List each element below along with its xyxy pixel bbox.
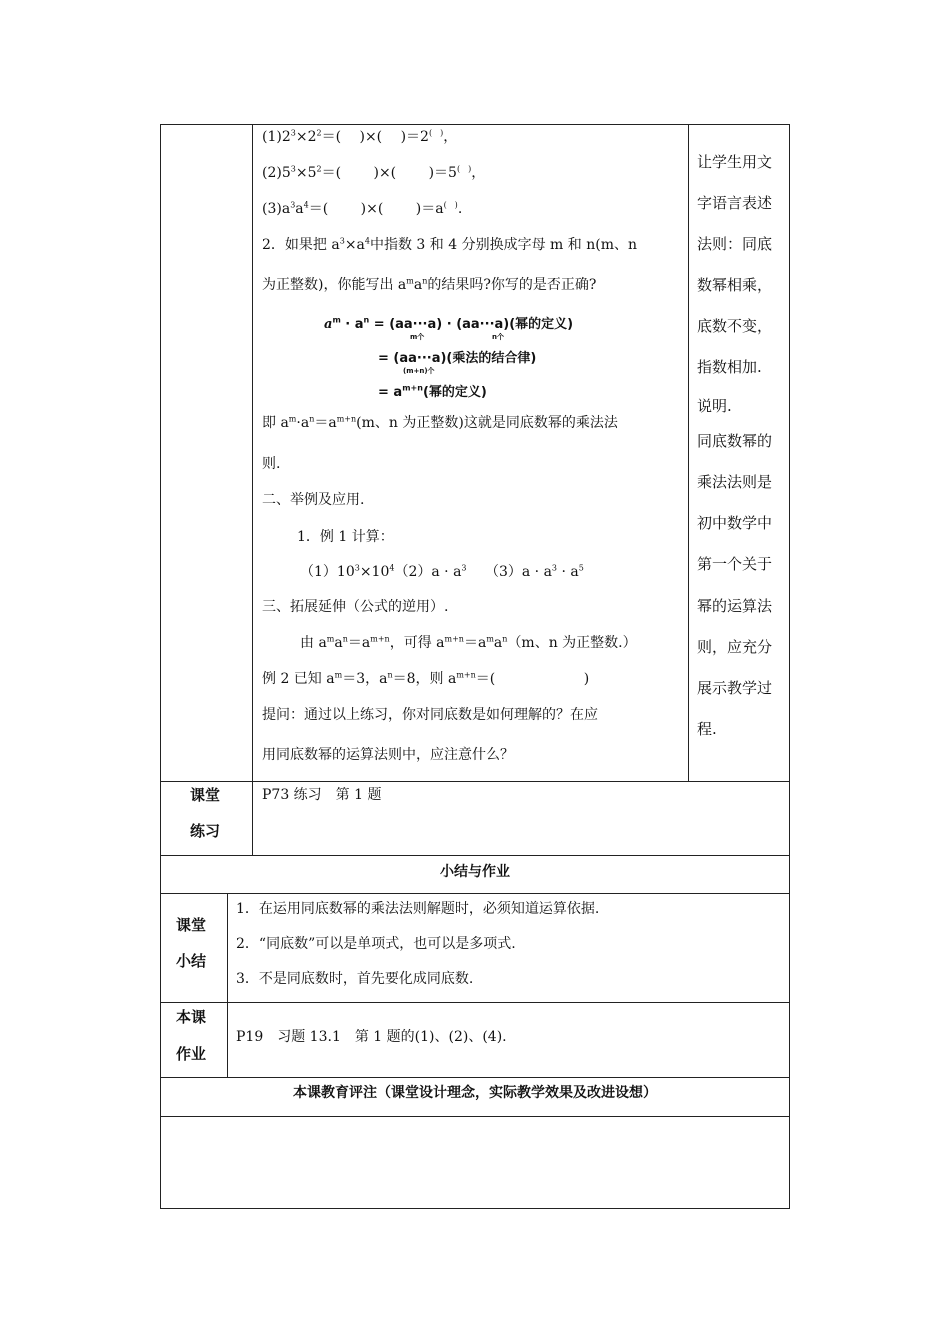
note-line: 底数不变， — [697, 317, 773, 335]
brace-label-n: n个 — [492, 333, 504, 341]
note-line: 字语言表述 — [697, 194, 773, 212]
practice-content: P73 练习 第 1 题 — [262, 787, 382, 803]
note-line: 则，应充分 — [697, 638, 773, 656]
question-2-line-2: 为正整数)，你能写出 $a^ma^n$的结果吗?你写的是否正确? — [262, 276, 597, 293]
note-line: 第一个关于 — [697, 555, 773, 573]
derivation-line-1: $a^m \cdot a^n = (aa\cdot\cdot\cdot a) \cdot (aa\cdot\cdot\cdot a)$(幂的定义) — [324, 315, 574, 332]
question-line-1: 提问：通过以上练习，你对同底数是如何理解的？在应 — [262, 707, 598, 723]
practice-label: 课堂 — [190, 786, 221, 804]
review-header: 本课教育评注（课堂设计理念，实际教学效果及改进设想） — [293, 1085, 657, 1101]
exercise-line-1: $(1)2^3\times 2^2=$( )×( )＝2( )， — [262, 128, 458, 145]
note-line: 初中数学中 — [697, 514, 773, 532]
example-1-items: $(1)10^3\times 10^4(2)a \cdot a^3$ $(3)a \cdot a^3 \cdot a^5$ — [300, 563, 584, 580]
example-1-heading: 1．例 1 计算： — [297, 529, 394, 545]
summary-item: 1．在运用同底数幂的乘法法则解题时，必须知道运算依据. — [236, 901, 600, 917]
summary-item: 2．“同底数”可以是单项式，也可以是多项式. — [236, 936, 516, 952]
derivation-line-2: = (aa···a)(乘法的结合律) — [378, 351, 537, 366]
summary-label: 课堂 — [176, 916, 207, 934]
note-line: 乘法法则是 — [697, 473, 773, 491]
brace-label-mn: (m+n)个 — [403, 367, 435, 375]
derivation-line-3: = $a^{m+n}$(幂的定义) — [378, 383, 487, 400]
note-line: 幂的运算法 — [697, 597, 773, 615]
note-line: 同底数幂的 — [697, 432, 773, 450]
rule-line-2: 则. — [262, 456, 281, 472]
practice-label: 练习 — [190, 822, 221, 840]
note-line: 展示教学过 — [697, 679, 773, 697]
note-line: 法则：同底 — [697, 235, 773, 253]
brace-label-m: m个 — [410, 333, 425, 341]
question-line-2: 用同底数幂的运算法则中，应注意什么？ — [262, 747, 514, 763]
section-2-heading: 二、举例及应用. — [262, 492, 365, 508]
note-line: 让学生用文 — [697, 153, 773, 171]
question-2-line-1: 2．如果把 $a^3\times a^4$中指数 3 和 4 分别换成字母 m 和 n(m、n — [262, 236, 637, 253]
review-content-area — [161, 1117, 789, 1208]
reverse-formula: 由 $a^ma^n=a^{m+n}$，可得 $a^{m+n}=a^ma^n(m$、n 为正整数.） — [300, 634, 637, 651]
note-line: 程. — [697, 720, 717, 738]
exercise-line-2: $(2)5^3\times 5^2=$( )×( )＝5( )， — [262, 164, 486, 181]
homework-content: P19 习题 13.1 第 1 题的(1)、(2)、(4). — [236, 1029, 507, 1045]
section-3-heading: 三、拓展延伸（公式的逆用）. — [262, 599, 449, 615]
homework-label: 作业 — [176, 1045, 207, 1063]
homework-label: 本课 — [176, 1008, 207, 1026]
summary-label: 小结 — [176, 952, 207, 970]
note-line: 指数相加. — [697, 358, 762, 376]
summary-header: 小结与作业 — [440, 864, 510, 880]
rule-line-1: 即 $a^m\cdot a^n=a^{m+n}(m$、n 为正整数)这就是同底数幂的乘法法 — [262, 414, 618, 431]
note-line: 数幂相乘， — [697, 276, 773, 294]
summary-item: 3．不是同底数时，首先要化成同底数. — [236, 971, 474, 987]
example-2: 例 2 已知 $a^m=3$，$a^n=8$，则 $a^{m+n}=$( ) — [262, 670, 590, 687]
note-line: 说明. — [697, 397, 732, 415]
exercise-line-3: $(3)a^3a^4=$( )×( )＝a( ). — [262, 200, 463, 217]
